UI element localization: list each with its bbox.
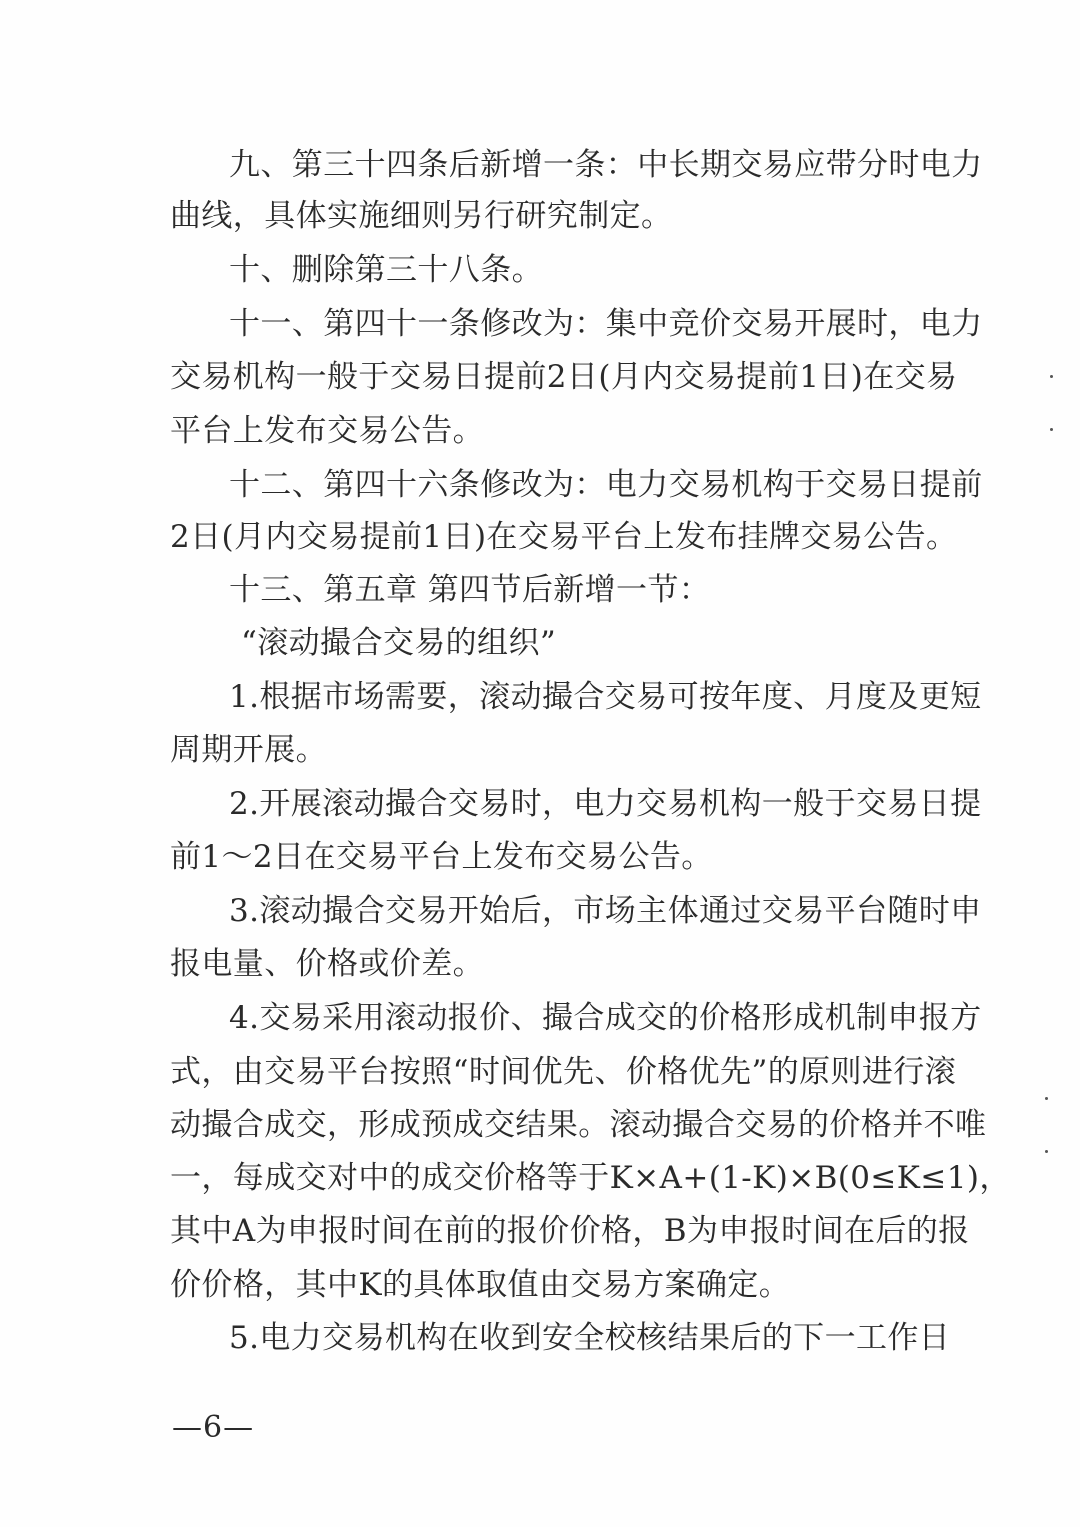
section-title: “滚动撮合交易的组织” [241,625,557,661]
text-line-8: 2日(月内交易提前1日)在交易平台上发布挂牌交易公告。 [170,519,958,555]
text-line-20: 一，每成交对中的成交价格等于K×A+(1-K)×B(0≤K≤1)， [170,1160,1011,1196]
text-line-11: 1.根据市场需要，滚动撮合交易可按年度、月度及更短 [229,679,982,715]
text-line-22: 价价格，其中K的具体取值由交易方案确定。 [170,1267,791,1303]
scan-speck [1045,1150,1048,1153]
text-line-17: 4.交易采用滚动报价、撮合成交的价格形成机制申报方 [229,1000,982,1036]
text-line-4: 十一、第四十一条修改为：集中竞价交易开展时，电力 [229,306,983,342]
text-line-7: 十二、第四十六条修改为：电力交易机构于交易日提前 [229,467,983,503]
scan-speck [1045,1097,1048,1100]
text-line-2: 曲线，具体实施细则另行研究制定。 [170,198,673,234]
scan-speck [1050,428,1053,431]
text-line-18: 式，由交易平台按照“时间优先、价格优先”的原则进行滚 [170,1054,957,1090]
text-line-12: 周期开展。 [170,732,327,768]
text-line-9: 十三、第五章 第四节后新增一节： [229,572,711,608]
page-number: —6— [172,1410,255,1445]
text-line-14: 前1～2日在交易平台上发布交易公告。 [170,839,713,875]
text-line-1: 九、第三十四条后新增一条：中长期交易应带分时电力 [229,147,983,183]
text-line-15: 3.滚动撮合交易开始后，市场主体通过交易平台随时申 [229,893,982,929]
text-line-23: 5.电力交易机构在收到安全校核结果后的下一工作日 [229,1320,951,1356]
scan-speck [1050,375,1053,378]
text-line-6: 平台上发布交易公告。 [170,413,484,449]
text-line-19: 动撮合成交，形成预成交结果。滚动撮合交易的价格并不唯 [170,1107,987,1143]
text-line-5: 交易机构一般于交易日提前2日(月内交易提前1日)在交易 [170,359,958,395]
text-line-3: 十、删除第三十八条。 [229,252,543,288]
text-line-13: 2.开展滚动撮合交易时，电力交易机构一般于交易日提 [229,786,982,822]
text-line-16: 报电量、价格或价差。 [170,946,484,982]
text-line-21: 其中A为申报时间在前的报价价格，B为申报时间在后的报 [170,1213,970,1249]
